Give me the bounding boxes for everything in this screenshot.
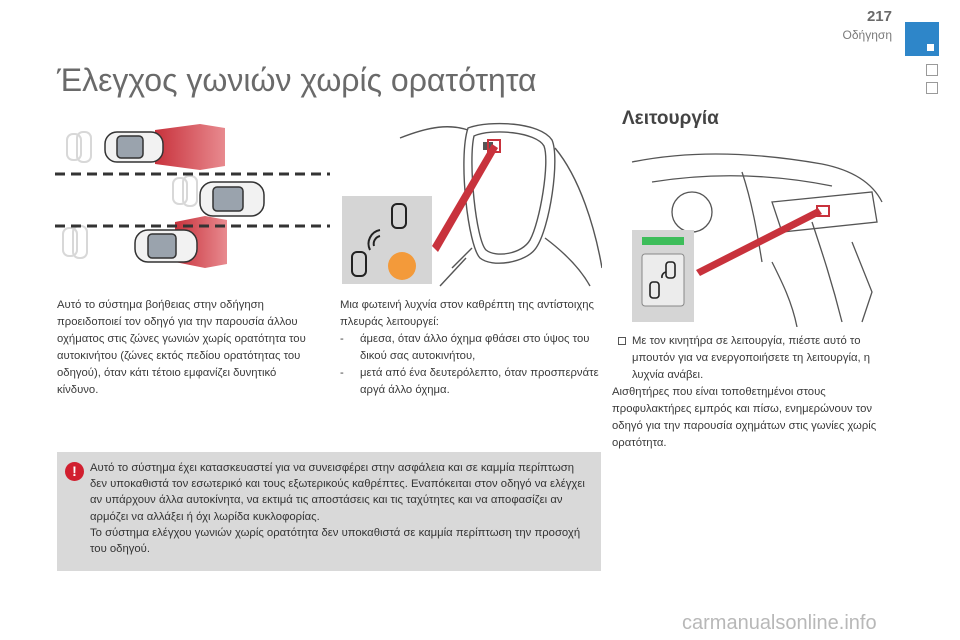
checkbox-bullet-icon — [618, 337, 626, 345]
lamp-intro: Μια φωτεινή λυχνία στον καθρέπτη της αντίστοιχης πλευράς λειτουργεί: — [340, 299, 594, 328]
activation-button-illustration — [622, 142, 884, 327]
list-item-text: μετά από ένα δευτερόλεπτο, όταν προσπερνάτε αργά άλλο όχημα. — [360, 367, 599, 396]
nav-square-1[interactable] — [926, 64, 938, 76]
dash-bullet: - — [340, 333, 344, 345]
list-item — [340, 365, 610, 399]
chapter-tab[interactable] — [905, 22, 939, 56]
lamp-description — [340, 297, 610, 399]
warning-box — [57, 452, 601, 571]
instruction-text: Με τον κινητήρα σε λειτουργία, πιέστε αυτό το μπουτόν για να ενεργοποιήσετε τη λειτουργία, η λυχνία ανάβει. — [632, 335, 871, 381]
list-item — [340, 331, 610, 365]
chapter-label: Οδήγηση — [842, 28, 892, 42]
warning-icon: ! — [65, 462, 84, 481]
list-item-text: άμεσα, όταν άλλο όχημα φθάσει στο ύψος του δικού σας αυτοκινήτου, — [360, 333, 590, 362]
warning-paragraph-1: Αυτό το σύστημα έχει κατασκευαστεί για να συνεισφέρει στην ασφάλεια και σε καμμία περίπτωση δεν υποκαθιστά τον εσωτερικό και τους εξωτερικούς καθρέπτες. Εναπόκειται στον οδηγό να ελέγχει αν υπάρχουν άλλα αυτοκίνητα, να εκτιμά τις αποστάσεις και τις ταχύτητες και να αποφασίζει αν αρμόζει να αλλάξει ή όχι λωρίδα κυκλοφορίας. — [90, 462, 585, 523]
operation-heading: Λειτουργία — [622, 108, 719, 129]
page-number: 217 — [866, 8, 892, 25]
mirror-lamp-illustration — [340, 118, 602, 288]
operation-description — [612, 333, 902, 452]
watermark: carmanualsonline.info — [682, 612, 877, 634]
blind-spot-zones-illustration — [55, 118, 330, 283]
page-title: Έλεγχος γωνιών χωρίς ορατότητα — [57, 62, 537, 98]
dash-bullet: - — [340, 367, 344, 379]
instruction-item — [612, 333, 902, 384]
sensors-text: Αισθητήρες που είναι τοποθετημένοι στους προφυλακτήρες εμπρός και πίσω, ενημερώνουν τον οδηγό για την παρουσία οχημάτων στις γωνίες χωρίς ορατότητα. — [612, 386, 877, 449]
nav-square-2[interactable] — [926, 82, 938, 94]
intro-paragraph: Αυτό το σύστημα βοήθειας στην οδήγηση προειδοποιεί τον οδηγό για την παρουσία άλλου οχήματος στις ζώνες γωνιών χωρίς ορατότητα του αυτοκινήτου (ζώνες εκτός πεδίου ορατότητας του οδηγού), όταν κάτι τέτοιο εμφανίζει δυνητικό κίνδυνο. — [57, 299, 306, 396]
warning-paragraph-2: Το σύστημα ελέγχου γωνιών χωρίς ορατότητα δεν υποκαθιστά σε καμμία περίπτωση την προσοχή του οδηγού. — [90, 526, 581, 556]
